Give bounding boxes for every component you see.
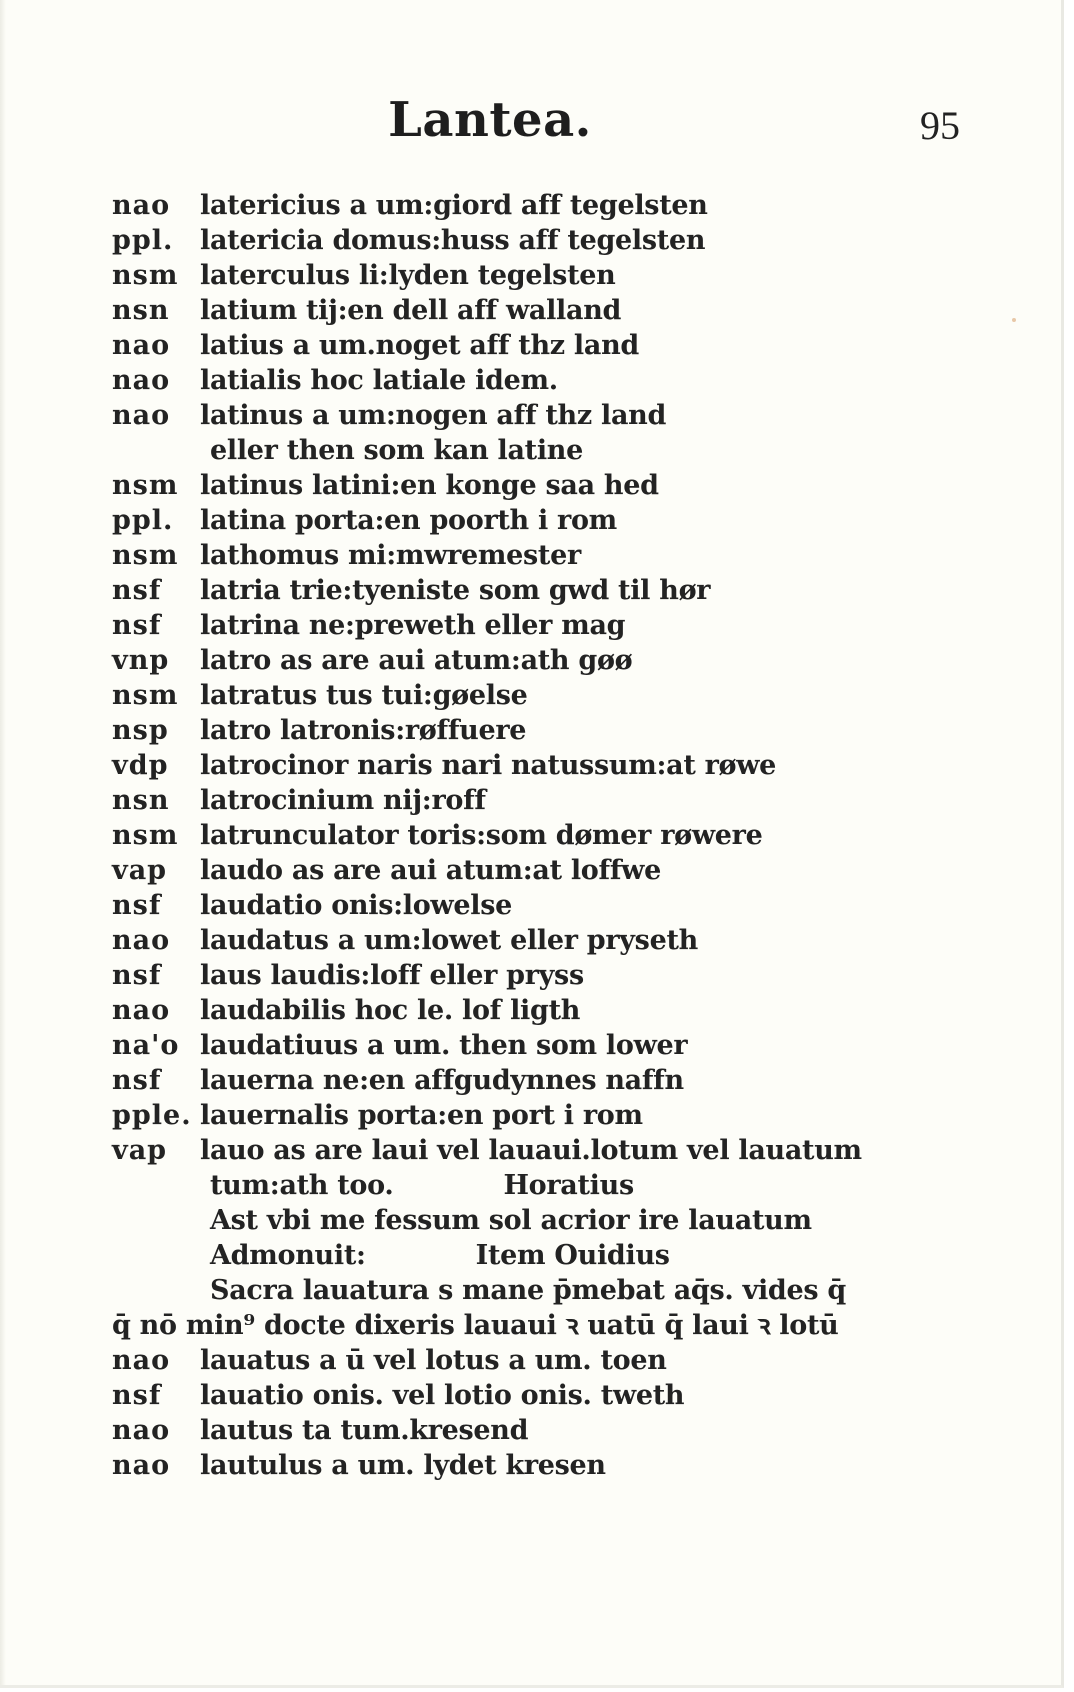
entry-text: latrocinium nij:roff — [200, 785, 486, 816]
entry-text: laudatio onis:lowelse — [200, 890, 512, 921]
grammar-code: vnp — [112, 645, 170, 676]
entry-line — [112, 363, 1012, 398]
citation-author: Item Ouidius — [475, 1240, 670, 1271]
entry-line — [112, 538, 1012, 573]
entry-line — [112, 398, 1012, 433]
grammar-code: nao — [112, 330, 171, 361]
continuation-line — [112, 1273, 846, 1308]
grammar-code: vdp — [112, 750, 169, 781]
grammar-code: nsm — [112, 820, 179, 851]
continuation-line — [112, 1203, 812, 1238]
grammar-code: nao — [112, 1450, 171, 1481]
grammar-code: nsf — [112, 890, 162, 921]
entry-line — [112, 783, 1012, 818]
entry-text: lauatus a ū vel lotus a um. toen — [200, 1345, 667, 1376]
grammar-code: nsn — [112, 785, 170, 816]
grammar-code: ppl. — [112, 225, 174, 256]
entry-line — [112, 1203, 1012, 1238]
entry-line — [112, 818, 1012, 853]
page-number: 95 — [920, 103, 960, 148]
continuation-line — [112, 1168, 634, 1203]
entry-line — [112, 1168, 1012, 1203]
entry-line — [112, 573, 1012, 608]
entry-line — [112, 608, 1012, 643]
entry-text: latrina ne:preweth eller mag — [200, 610, 626, 641]
entry-line — [112, 223, 1012, 258]
entry-text: lathomus mi:mwremester — [200, 540, 581, 571]
grammar-code: nao — [112, 995, 171, 1026]
entry-text: latericius a um:giord aff tegelsten — [200, 190, 708, 221]
grammar-code: nsf — [112, 1380, 162, 1411]
entry-text: laudatus a um:lowet eller pryseth — [200, 925, 698, 956]
entry-line — [112, 643, 1012, 678]
grammar-code: nsm — [112, 470, 179, 501]
entry-line — [112, 433, 1012, 468]
entry-text: laudatiuus a um. then som lower — [200, 1030, 688, 1061]
entry-text: laudabilis hoc le. lof ligth — [200, 995, 581, 1026]
page-edge-shadow — [0, 0, 6, 1685]
grammar-code: pple. — [112, 1100, 192, 1131]
entry-line — [112, 958, 1012, 993]
entry-line — [112, 188, 1012, 223]
entry-text: laudo as are aui atum:at loffwe — [200, 855, 661, 886]
dictionary-entries — [112, 188, 1012, 1483]
paper-speck — [1012, 318, 1016, 322]
entry-line — [112, 468, 1012, 503]
entry-text: laterculus li:lyden tegelsten — [200, 260, 616, 291]
entry-line — [112, 923, 1012, 958]
entry-text: lauernalis porta:en port i rom — [200, 1100, 643, 1131]
entry-text: eller then som kan latine — [210, 435, 584, 466]
entry-text: Sacra lauatura s mane p̄mebat aq̄s. vides q̄ — [210, 1275, 846, 1306]
entry-line — [112, 328, 1012, 363]
grammar-code: nao — [112, 925, 171, 956]
entry-text: lauatio onis. vel lotio onis. tweth — [200, 1380, 685, 1411]
entry-text: latina porta:en poorth i rom — [200, 505, 617, 536]
grammar-code: na'o — [112, 1030, 180, 1061]
grammar-code: nsp — [112, 715, 169, 746]
grammar-code: nsf — [112, 575, 162, 606]
entry-text: tum:ath too. — [210, 1170, 394, 1201]
entry-text: latericia domus:huss aff tegelsten — [200, 225, 706, 256]
entry-text: latria trie:tyeniste som gwd til hør — [200, 575, 711, 606]
grammar-code: nao — [112, 190, 171, 221]
entry-text: lauerna ne:en affgudynnes naffn — [200, 1065, 684, 1096]
entry-text: latratus tus tui:gøelse — [200, 680, 528, 711]
entry-line — [112, 993, 1012, 1028]
entry-text: Ast vbi me fessum sol acrior ire lauatum — [210, 1205, 812, 1236]
entry-text: latium tij:en dell aff walland — [200, 295, 622, 326]
continuation-line — [112, 1308, 838, 1343]
entry-line — [112, 1133, 1012, 1168]
grammar-code: nsf — [112, 610, 162, 641]
entry-line — [112, 713, 1012, 748]
entry-line — [112, 1098, 1012, 1133]
grammar-code: nsm — [112, 260, 179, 291]
entry-text: lautulus a um. lydet kresen — [200, 1450, 606, 1481]
entry-line — [112, 678, 1012, 713]
entry-line — [112, 1413, 1012, 1448]
grammar-code: vap — [112, 1135, 168, 1166]
grammar-code: ppl. — [112, 505, 174, 536]
entry-line — [112, 1028, 1012, 1063]
entry-line — [112, 748, 1012, 783]
grammar-code: nsf — [112, 1065, 162, 1096]
entry-text: q̄ nō min⁹ docte dixeris lauaui ꝛ uatū q̄ laui ꝛ lotū — [112, 1310, 839, 1341]
grammar-code: nao — [112, 1345, 171, 1376]
grammar-code: nsf — [112, 960, 162, 991]
entry-text: latius a um.noget aff thz land — [200, 330, 639, 361]
grammar-code: nsn — [112, 295, 170, 326]
entry-line — [112, 1273, 1012, 1308]
grammar-code: vap — [112, 855, 168, 886]
grammar-code: nsm — [112, 540, 179, 571]
entry-text: latinus latini:en konge saa hed — [200, 470, 659, 501]
entry-text: latialis hoc latiale idem. — [200, 365, 558, 396]
entry-line — [112, 1378, 1012, 1413]
entry-line — [112, 1448, 1012, 1483]
entry-text: lauo as are laui vel lauaui.lotum vel lauatum — [200, 1135, 862, 1166]
entry-text: Admonuit: — [210, 1240, 366, 1271]
entry-text: latrocinor naris nari natussum:at røwe — [200, 750, 777, 781]
entry-text: latro latronis:røffuere — [200, 715, 527, 746]
running-head: Lantea. — [388, 92, 592, 148]
entry-text: latinus a um:nogen aff thz land — [200, 400, 667, 431]
entry-line — [112, 888, 1012, 923]
continuation-line — [112, 433, 583, 468]
entry-line — [112, 1238, 1012, 1273]
entry-text: lautus ta tum.kresend — [200, 1415, 529, 1446]
entry-text: latro as are aui atum:ath gøø — [200, 645, 633, 676]
entry-line — [112, 1343, 1012, 1378]
entry-line — [112, 293, 1012, 328]
entry-line — [112, 1308, 1012, 1343]
citation-author: Horatius — [503, 1170, 634, 1201]
entry-line — [112, 853, 1012, 888]
entry-line — [112, 503, 1012, 538]
entry-line — [112, 1063, 1012, 1098]
grammar-code: nao — [112, 365, 171, 396]
entry-line — [112, 258, 1012, 293]
grammar-code: nao — [112, 1415, 171, 1446]
continuation-line — [112, 1238, 670, 1273]
entry-text: latrunculator toris:som dømer røwere — [200, 820, 763, 851]
grammar-code: nsm — [112, 680, 179, 711]
grammar-code: nao — [112, 400, 171, 431]
entry-text: laus laudis:loff eller pryss — [200, 960, 584, 991]
